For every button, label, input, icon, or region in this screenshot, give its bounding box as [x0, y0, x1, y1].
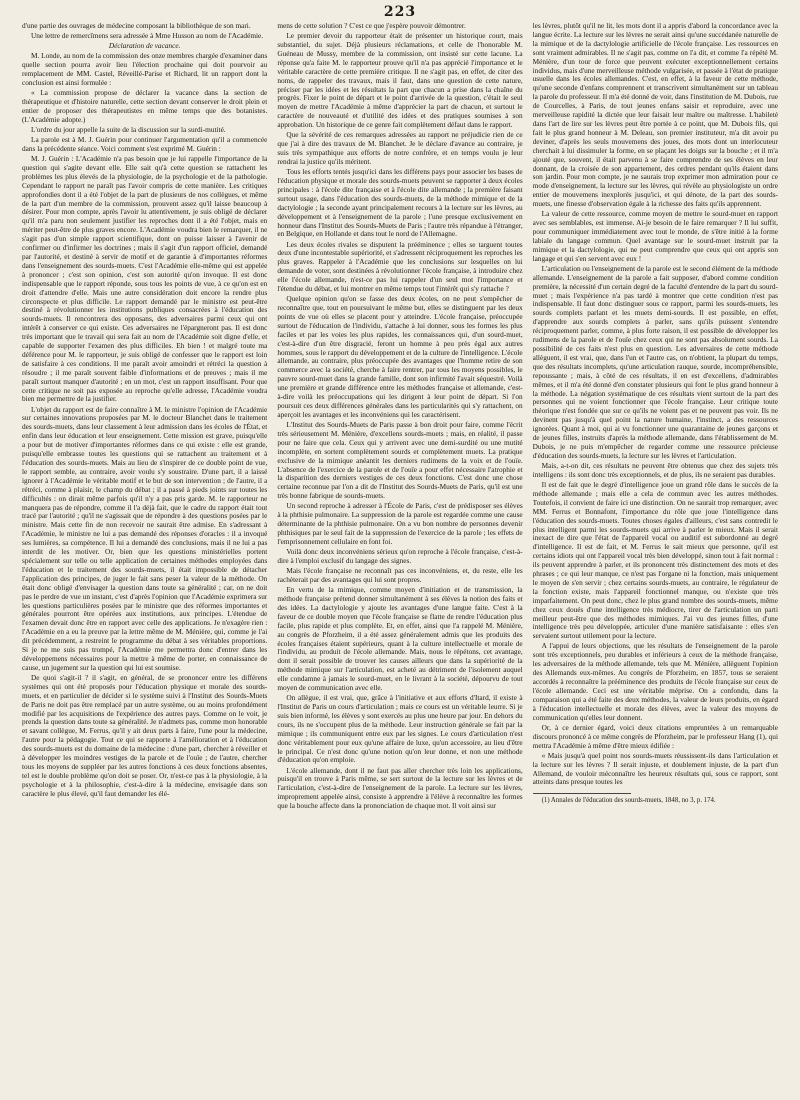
- paragraph: Mais l'école française ne reconnaît pas ces inconvéniens, et, du reste, elle les rachèterait par des avantages qui lui sont propres.: [277, 566, 523, 584]
- column-left: [22, 22, 267, 1092]
- paragraph: Quelque opinion qu'on se fasse des deux écoles, on ne peut s'empêcher de reconnaître que, tout en poursuivant le même but, elles se distinguent par les deux points de vue où elles se placent pour y atteindre. L'école française, préoccupée surtout de l'éducation de l'individu, s'attache à lui donner, sous les formes les plus faciles et par les voies les plus rapides, les connaissances qui, d'un sourd-muet, c'est-à-dire d'un être disgracié, feront un homme à peu près égal aux autres hommes, sous le rapport du développement et de la culture de l'intelligence. L'école allemande, au contraire, plus préoccupée des avantages que l'homme retire de son commerce avec la société, cherche à faire rentrer, par tous les moyens possibles, le pauvre sourd-muet dans la grande famille, dont son infirmité l'avait séquestré. Voilà une première et grande différence entre les méthodes française et allemande, c'est-à-dire voilà les préoccupations qui les dirigent à leur point de départ. Si l'on poursuit ces deux différences générales dans les particularités qui s'y rattachent, on aperçoit les avantages et les inconvéniens qui les caractérisent.: [277, 294, 523, 419]
- paragraph: M. J. Guérin : L'Académie n'a pas besoin que je lui rappelle l'importance de la question qui s'agite devant elle. Elle sait qu'à cette question se rattachent les problèmes les plus élevés de la physiologie, de la psychologie et de la pathologie. Cependant le rapport ne paraît pas l'avoir compris de cette manière. Les critiques approfondies dont il a été l'objet de la part de plusieurs de nos collègues, et même de la part d'un membre de la commission, prouvent assez qu'il laisse beaucoup à désirer. Pour mon compte, après l'avoir lu attentivement, je suis obligé de déclarer qu'il m'a paru non seulement justifier les reproches dont il a été l'objet, mais en mériter peut-être de plus graves encore. L'Académie voudra bien le remarquer, il ne s'agit pas d'un simple rapport scientifique, dont on puisse laisser à l'avenir de confirmer ou d'infirmer les doctrines ; mais il s'agit d'un rapport officiel, demandé par l'autorité, et destiné à servir de motif et de garantie à d'importantes réformes dans l'enseignement des sourds-muets. C'est l'Académie elle-même qui est appelée à prononcer ; c'est son opinion, c'est son autorité qu'on invoque. Il est donc indispensable que le rapport réponde, sous tous les points de vue, à ce qu'on est en droit d'attendre d'elle. Mais une autre considération doit encore la rendre plus circonspecte et plus difficile. Le rapport demandé par le ministre est peut-être destiné à révolutionner les institutions publiques consacrées à l'éducation des sourds-muets. Il rencontrera des opposans, des adversaires parmi ceux qui ont intérêt à conserver ce qui existe. Ces adversaires ne l'épargneront pas. Il est donc très important que le travail qui sera fait au nom de l'Académie soit digne d'elle, et capable de supporter l'examen des plus difficiles. Eh bien ! et malgré toute ma déférence pour M. le rapporteur, je suis obligé de confesser que le rapport est loin de satisfaire à ces conditions. Il me paraît avoir amoindri et rétréci la question à résoudre ; il me paraît souvent faible d'informations et de preuves ; mais il me paraît surtout manquer d'autorité ; en un mot, c'est un rapport insuffisant. Pour que cette critique ne soit pas exposée au reproche qu'elle adresse, l'Académie voudra bien me permettre de la justifier.: [22, 154, 268, 404]
- paragraph: De quoi s'agit-il ? il s'agit, en général, de se prononcer entre les différens systèmes qui ont été proposés pour l'éducation physique et morale des sourds-muets, et en particulier de décider si le système suivi à l'Institut des Sourds-Muets de Paris ne doit pas être remplacé par un autre système, ou au moins profondément modifié par les acquisitions de l'expérience des autres pays. Comme on le voit, je prends la question dans toute sa généralité. Je n'admets pas, comme mon honorable et savant collègue, M. Ferrus, qu'il y ait deux parts à faire, l'une pour la médecine, l'autre pour la pédagogie. Tout ce qui se rapporte à l'amélioration et à l'éducation des sourds-muets est du domaine de la médecine : d'une part, chercher à réveiller et à développer les moindres vestiges de la parole et de l'ouïe ; de l'autre, chercher tous les moyens de suppléer par les autres fonctions à ces deux fonctions absentes, tel est le double problème qu'on doit se poser. Or, n'est-ce pas à la physiologie, à la psychologie et à la philosophie, c'est-à-dire à la médecine, envisagée dans son caractère le plus élevé, qu'il faut demander les élé-: [22, 672, 268, 798]
- text-columns: [22, 22, 778, 1092]
- paragraph: Or, à ce dernier égard, voici deux citations empruntées à un remarquable discours prononcé à ce même congrès de Pforzheim, par le professeur Hang (1), qui mettra l'Académie à même d'être mieux édifiée :: [532, 722, 778, 750]
- paragraph: « Mais jusqu'à quel point nos sourds-muets réussissent-ils dans l'articulation et la lecture sur les lèvres ? Il serait injuste, et doublement injuste, de la part d'un Allemand, de vouloir méconnaître les heureux résultats qui, sous ce rapport, sont atteints dans presque toutes les: [532, 750, 778, 787]
- page-number: 223: [383, 4, 417, 20]
- paragraph: L'objet du rapport est de faire connaître à M. le ministre l'opinion de l'Académie sur certaines innovations proposées par M. le docteur Blanchet dans le traitement des sourds-muets, dans leur classement à leur admission dans les écoles de l'État, et enfin dans leur éducation et leur enseignement. Cette mission est grave, puisqu'elle a pour but de motiver d'importantes réformes dans ce qui existe : elle est grande, puisqu'elle embrasse toutes les questions qui se rattachent au traitement et à l'éducation des sourds-muets. Mais au lieu de s'inspirer de ce double point de vue, le rapport semble, au contraire, avoir voulu s'y soustraire. D'une part, il a laissé ignorer à l'Académie le véritable motif et le but de son intervention ; de l'autre, il a rétréci, comme à plaisir, le champ du débat ; il a passé à pieds joints sur toutes les difficultés : on dirait même parfois qu'il n'y a pas pris garde. M. le rapporteur ne manquera pas de répondre, comme il l'a déjà fait, que le cadre du rapport était tout tracé par l'autorité ; qu'il ne s'agissait que de répondre à des questions posées par le ministre. Mais cette fin de non recevoir ne saurait être admise. En s'adressant à l'Académie, le ministre ne lui a pas demandé des réponses d'oracles : il a invoqué ses lumières, sa compétence. Il lui a demandé des conclusions, mais il ne lui a pas interdit de les motiver. Or, bien que les questions ministérielles portent spécialement sur telle ou telle application de certaines méthodes employées dans l'éducation et le traitement des sourds-muets, il était impossible de détacher l'application des principes, de juger le fait sans peser la valeur de la méthode. On était donc obligé d'envisager la question dans toute sa généralité ; car, on ne doit pas le perdre de vue un instant, c'est d'après l'opinion que l'Académie exprimera sur les questions particulières posées par le ministre que des réformes importantes et générales pourront être opérées aux institutions, aux principes. L'étendue de l'examen devait donc être en rapport avec celle des applications. Je n'exagère rien : l'Académie en a eu la preuve par la lettre même de M. Ménière, qui, comme je l'ai dit précédemment, a restreint le programme du débat à ses véritables proportions. Si je ne me suis pas trompé, l'Académie me permettra donc d'entrer dans les développemens nécessaires pour la mettre à même de porter, en connaissance de cause, un jugement sur la question qui lui est soumise.: [22, 404, 268, 672]
- paragraph: Il est de fait que le degré d'intelligence joue un grand rôle dans le succès de la méthode allemande ; mais elle a cela de commun avec les autres méthodes. Toutefois, il convient de faire ici une distinction. On ne saurait trop remarquer, avec MM. Ferrus et Bonnafont, l'importance du rôle que joue l'intelligence dans l'éducation des sourds-muets. Toutes choses égales d'ailleurs, c'est sans contredit le plus intelligent parmi les sourds-muets qui arrive à parler le mieux. Mais il serait inexact de dire que l'état de l'appareil vocal ou auditif est subordonné au degré d'intelligence. Il est de fait, et M. Ferrus le sait mieux que personne, qu'il est certains idiots qui ont l'appareil vocal très bien développé, sinon tout à fait normal : ils peuvent apprendre à parler, et ils prononcent très distinctement des mots et des phrases ; ce qui leur manque, ce n'est pas l'organe ni la fonction, mais uniquement le moyen de s'en servir ; chez certains sourds-muets, au contraire, le régulateur de la fonction existe, mais l'appareil fonctionnel manque, ou n'existe que très imparfaitement. On peut donc, chez le plus grand nombre des sourds-muets, même chez ceux doués d'une intelligence très médiocre, tirer de l'articulation un parti meilleur peut-être que des méthodes mimiques. J'ai vu des jeunes filles, d'une intelligence très peu développée, articuler d'une manière satisfaisante : elles s'en servaient surtout utilement pour la lecture.: [532, 479, 778, 641]
- footnote: (1) Annales de l'éducation des sourds-muets, 1848, no 3, p. 174.: [541, 797, 716, 805]
- paragraph: mens de cette solution ? C'est ce que j'espère pouvoir démontrer.: [277, 22, 466, 30]
- paragraph: Voilà donc deux inconvéniens sérieux qu'on reproche à l'école française, c'est-à-dire à l'emploi exclusif du langage des signes.: [277, 547, 523, 565]
- paragraph: Mais, a-t-on dit, ces résultats ne peuvent être obtenus que chez des sujets très intelligens : ils sont donc très exceptionnels, et de plus, ils ne seraient pas durables.: [532, 460, 778, 479]
- paragraph: L'Institut des Sourds-Muets de Paris passe à bon droit pour faire, comme l'écrit très sérieusement M. Ménière, d'excellens sourds-muets ; mais, en réalité, il passe pour ne faire que cela. Ceux qui y arrivent avec une demi-surdité ou une mutité incomplète, en sortent complètement sourds et complètement muets. La pratique exclusive de la mimique anéantit les derniers rudimens de la voix et de l'ouïe. L'absence de l'exercice de la parole et de l'ouïe a pour effet nécessaire l'atrophie et la disparition des derniers vestiges de ces deux fonctions. C'est donc une chose certaine reconnue par l'on a dit de l'Institut des Sourds-Muets de Paris, qu'il est une très bonne fabrique de sourds-muets.: [277, 420, 523, 501]
- footnote-rule: [533, 793, 631, 794]
- column-right: [533, 22, 778, 1092]
- paragraph: En vertu de la mimique, comme moyen d'initiation et de transmission, la méthode française prétend donner simultanément à ses élèves la notion des faits et des idées. La dactylologie y ajoute les avantages d'une langue faite. C'est à la faveur de ce double moyen que l'école française se flatte de rendre l'éducation plus facile, plus rapide et plus complète. Et, en effet, ainsi que l'a rappelé M. Ménière, au congrès de Pforzheim, il a été assez généralement admis que les produits des écoles françaises étaient supérieurs, quant à la culture intellectuelle et morale de l'individu, au produit de l'école allemande. Mais, nous le répétons, cet avantage, dont il serait possible de trouver les causes ailleurs que dans la supériorité de la méthode mimique sur l'articulation, est acheté au détriment de l'isolement auquel elle condamne à jamais le sourd-muet, en le livrant à la société, dépourvu de tout moyen de communication avec elle.: [277, 585, 523, 693]
- paragraph: La parole est à M. J. Guérin pour continuer l'argumentation qu'il a commencée dans la précédente séance. Voici comment s'est exprimé M. Guérin :: [22, 135, 268, 153]
- paragraph: Une lettre de remercîmens sera adressée à Mme Husson au nom de l'Académie.: [31, 31, 264, 41]
- paragraph: L'école allemande, dont il ne faut pas aller chercher très loin les applications, puisqu'il en trouve à Paris même, se sert surtout de la lecture sur les lèvres et de l'articulation, c'est-à-dire de l'enseignement de la parole. La lecture sur les lèvres, improprement appelée ainsi, consiste à apprendre à l'élève à reconnaître les formes que la bouche affecte dans la prononciation de chaque mot. Il voit ainsi sur: [277, 765, 523, 811]
- paragraph: La valeur de cette ressource, comme moyen de mettre le sourd-muet en rapport avec ses semblables, est immense. Ai-je besoin de le faire remarquer ? Il lui suffit, pour communiquer immédiatement avec tout le monde, de s'être initié à la forme labiale du langage commun. Quel avantage sur le sourd-muet instruit par la mimique et la dactylologie, qui ne peut comprendre que ceux qui ont appris son langage et qui s'en servent avec eux !: [532, 209, 778, 263]
- paragraph: Tous les efforts tentés jusqu'ici dans les différens pays pour associer les bases de l'éducation physique et morale des sourds-muets peuvent se rapporter à deux écoles principales : à l'école dite française et à l'école dite allemande ; la première faisant surtout usage, dans l'éducation des sourds-muets, de la méthode mimique et de la dactylologie ; la seconde ayant principalement recours à la lecture sur les lèvres, au développement et à l'enseignement de la parole ; l'une presque exclusivement en honneur dans l'Institut des Sourds-Muets de Paris ; l'autre très répandue à l'étranger, en Belgique, en Hollande et dans tout le nord de l'Allemagne.: [277, 167, 523, 239]
- paragraph: M. Londe, au nom de la commission des onze membres chargée d'examiner dans quelle section pourra avoir lieu l'élection prochaine qui doit pourvoir au remplacement de MM. Castel, Réveillé-Parise et Richard, lit un rapport dont la conclusion est ainsi formulée :: [22, 51, 268, 87]
- paragraph: Les deux écoles rivales se disputent la prééminence ; elles se targuent toutes deux d'une incontestable supériorité, et s'adressent réciproquement les reproches les plus graves. Rappeler à l'Académie que les conclusions sur lesquelles on lui demande de voter, sont destinées à révolutionner l'école française, à introduire chez elle l'école allemande, n'est-ce pas lui rappeler d'un seul mot l'importance et l'étendue du débat, et lui montrer en même temps tout l'intérêt qui s'y rattache ?: [277, 239, 523, 294]
- paragraph: L'ordre du jour appelle la suite de la discussion sur la surdi-mutité.: [31, 124, 226, 134]
- paragraph: On allègue, il est vrai, que, grâce à l'initiative et aux efforts d'Itard, il existe à l'Institut de Paris un cours d'articulation ; mais ce cours est un véritable leurre. Si je suis bien informé, les élèves y sont exercés au plus une heure par jour. En dehors du cours, ils ne s'occupent plus de la méthode. Leur instruction générale se fait par la mimique ; ils communiquent entre eux par les signes. Le cours d'articulation n'est donc véritablement pour eux qu'une affaire de luxe, qu'un accessoire, au lieu d'être le principal. Ce n'est donc qu'une notion qu'on leur donne, et non une méthode d'éducation qu'on emploie.: [277, 693, 523, 765]
- paragraph: Le premier devoir du rapporteur était de présenter un historique court, mais substantiel, du sujet. Déjà plusieurs réclamations, et celle de l'honorable M. Guéneau de Mussy, membre de la commission, ont insisté sur cette lacune. La réponse qu'a faite M. le rapporteur prouve qu'il n'a pas apprécié l'importance et le véritable caractère de cette première critique. Il ne s'agit pas, en effet, de citer des noms, de rappeler des travaux, mais il faut, dans une question de cette nature, préciser par les idées et les résultats la part que chacun a prise dans la chaîne du progrès. Fixer le point de départ et le point d'arrivée de la question, c'était le seul moyen de mettre l'Académie à même d'apprécier la part de chacun, et surtout le caractère de nouveauté et d'utilité des idées et des pratiques soumises à son approbation. Un historique de ce genre fait complètement défaut dans le rapport.: [277, 31, 523, 130]
- paragraph: Que la sévérité de ces remarques adressées au rapport ne préjudicie rien de ce que j'ai à dire des travaux de M. Blanchet. Je le déclare d'avance au contraire, je suis très sympathique aux efforts de notre confrère, et en temps voulu je leur rendrai la justice qu'ils méritent.: [277, 130, 523, 166]
- section-heading: Déclaration de vacance.: [108, 41, 181, 51]
- paragraph: « La commission propose de déclarer la vacance dans la section de thérapeutique et d'histoire naturelle, cette section devant conserver le droit plein et entier de proposer des thérapeutistes en même temps que des botanistes. (L'Académie adopte.): [22, 88, 268, 124]
- paragraph: Un second reproche à adresser à l'École de Paris, c'est de prédisposer ses élèves à la phthisie pulmonaire. La suppression de la parole est regardée comme une cause déterminante de la phthisie pulmonaire. On a vu bon nombre de personnes devenir phthisiques par le seul fait de la suppression de l'exercice de la parole ; les effets de l'emprisonnement cellulaire en font foi.: [277, 501, 523, 546]
- paragraph: les lèvres, plutôt qu'il ne lit, les mots dont il a appris d'abord la concordance avec la langue écrite. La lecture sur les lèvres ne serait ainsi qu'une succédanée naturelle de la mimique et de la dactylologie artificielle de l'école française. Les ressources en sont vraiment admirables. Il ne s'agit pas, comme on l'a dit, et comme l'a répété M. Ménière, d'un tour de force que peuvent exécuter exceptionnellement certains individus, mais d'une merveilleuse méthode vulgarisée, et passée à l'état de pratique usuelle dans les écoles allemandes. C'est, en effet, à la faveur de cette méthode, qu'une seconde d'enfans comprennent et transcrivent simultanément sur un tableau la parole du professeur. Il m'a été donné de voir, dans l'institution de M. Dubois, rue de Courcelles, à Paris, de tout jeunes enfans saisir et reproduire, avec une merveilleuse rapidité la dictée que leur faisait leur maître ou maîtresse. L'habileté dans l'art de lire sur les lèvres peut être portée à ce point, que M. Dubois fils, qui fait le plus grand honneur à M. Deleau, son premier instituteur, m'a dit avoir pu deviner, d'après les seuls mouvemens des joues, des mots dont un interlocuteur cherchait à lui dissimuler la forme, en se plaçant les doigts sur la bouche ; et il m'a ajouté que, souvent, il était parvenu à se faire comprendre de ses élèves en leur donnant, de la croisée de son appartement, des ordres pendant qu'ils étaient dans son jardin. Pour mon compte, je ne saurais trop exprimer mon admiration pour ce mode d'enseignement, la lecture sur les lèvres, qui révèle au physiologiste un ordre entier de mouvemens inexplorés jusqu'ici, et qui dénote, de la part des sourds-muets, une finesse d'observation égale à la richesse des faits qu'ils apprennent.: [532, 22, 778, 209]
- paragraph: A l'appui de leurs objections, que les résultats de l'enseignement de la parole sont très exceptionnels, peu durables et inférieurs à ceux de la méthode française, les adversaires de la méthode allemande, tels que M. Ménière, allèguent l'opinion des Allemands eux-mêmes. Au congrès de Pforzheim, en 1857, tous se seraient accordés à reconnaître la prééminence des produits de l'école française sur ceux de l'école allemande. Ceci est une véritable méprise. On a confondu, dans la comparaison qui a été faite des deux méthodes, la valeur de leurs produits, en égard à l'éducation intellectuelle et morale des élèves, avec la valeur des moyens de communication qu'elles leur donnent.: [532, 641, 778, 722]
- paragraph: L'articulation ou l'enseignement de la parole est le second élément de la méthode allemande. L'enseignement de la parole a fait supposer, d'abord comme condition première, la nécessité d'un certain degré de la faculté d'entendre de la part du sourd-muet ; mais l'expérience n'a pas tardé à montrer que cette condition n'est pas indispensable. Il faut donc distinguer sous ce rapport, parmi les sourds-muets, les sourds complets parlant et les muets demi-sourds. Il est possible, en effet, d'apprendre aux sourds complets à parler, sans qu'ils puissent s'entendre réciproquement parler, comme, à plus forte raison, il est possible de développer les rudimens de la parole et de l'ouïe chez ceux qui ne sont pas absolument sourds. La possibilité de ces faits n'est plus en question. Les adversaires de cette méthode allèguent, il est vrai, que, dans l'un et l'autre cas, on n'obtient, la plupart du temps, que des résultats incomplets, qu'une articulation rauque, sourde, incompréhensible, repoussante ; mais, à côté de ces résultats, il en est d'excellens, d'admirables mêmes, et il m'a été donné d'en constater plusieurs qui font le plus grand honneur à la méthode. La négation systématique de ces résultats vient surtout de la part des personnes qui ne voient fonctionner que l'école française. Leur critique toute théorique n'est fondée que sur ce qu'ils ne voient pas et ne peuvent pas voir. Ils ne devinent pas jusqu'à quel point la nature humaine, l'instinct, a des ressources ignorées. Quant à moi, qui ai vu fonctionner une quarantaine de jeunes garçons et de jeunes filles, instruits d'après la méthode allemande, dans l'établissement de M. Dubois, je ne puis m'empêcher de regarder comme une ressource précieuse d'éducation des sourds-muets, la lecture sur les lèvres et l'articulation.: [532, 263, 778, 460]
- column-middle: [277, 22, 522, 1092]
- paragraph: d'une partie des ouvrages de médecine composant la bibliothèque de son mari.: [22, 22, 251, 30]
